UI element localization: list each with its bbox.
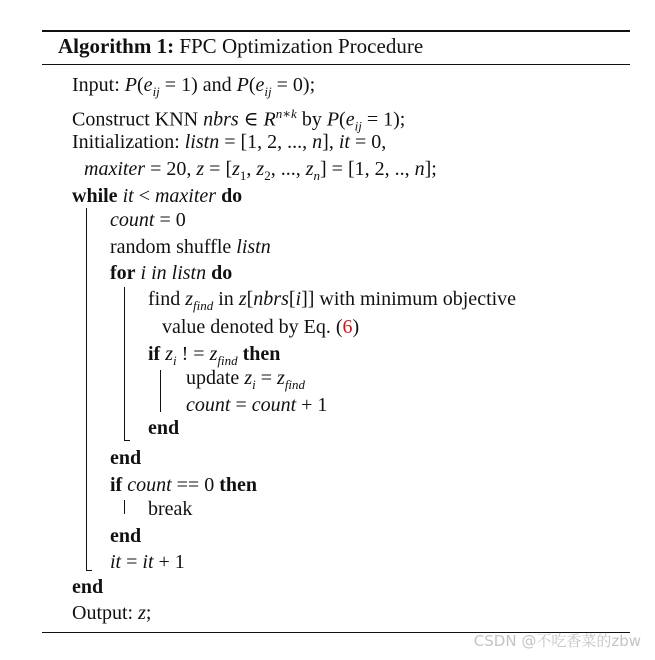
equation-ref-link[interactable]: 6: [342, 316, 353, 338]
end-while-line: end: [72, 576, 104, 598]
for-line: for i in listn do: [110, 262, 233, 284]
it-inc-line: it = it + 1: [110, 551, 185, 573]
init-line-2: maxiter = 20, $z = [z_1$, $z_2$, ..., $z_n] = [1$, 2, .., n];: [84, 158, 437, 183]
if-break-line: if count == 0 then: [110, 474, 258, 496]
end-if-line: end: [148, 417, 180, 439]
top-rule: [42, 30, 630, 32]
count-init-line: count = 0: [110, 209, 186, 231]
algorithm-title: [58, 34, 423, 59]
construct-line: Construct KNN nbrs ∈ $R^{n∗k}$ by $P(e_{ij} = 1)$;: [72, 106, 406, 134]
end-for-line: end: [110, 447, 142, 469]
output-line: Output: z;: [72, 602, 152, 624]
init-line-1: Initialization: listn = [1, 2, ..., n], it = 0,: [72, 131, 387, 153]
find-line-1: find $z_{find}$ in z[nbrs[i]] with minimum objective: [148, 288, 517, 313]
if-update-line: if $z_i$ ! = $z_{find}$ then: [148, 343, 281, 368]
while-scope-tick: [86, 570, 92, 571]
input-line: Input: $P(e_{ij} = 1)$ and $P(e_{ij} = 0)$;: [72, 74, 316, 99]
end-if2-line: end: [110, 525, 142, 547]
count-inc-line: count = count + 1: [186, 394, 328, 416]
find-line-2: [162, 315, 359, 339]
find-line-2-text: value denoted by Eq. (: [162, 316, 343, 338]
for-scope-bar: [124, 287, 125, 440]
shuffle-line: random shuffle listn: [110, 236, 271, 258]
title-rule: [42, 64, 630, 65]
csdn-watermark: CSDN @不吃香菜的zbw: [473, 632, 641, 650]
break-line: break: [148, 498, 193, 520]
break-scope-bar: [124, 500, 125, 514]
for-scope-tick: [124, 440, 130, 441]
algorithm-label: Algorithm 1:: [58, 34, 175, 58]
find-line-2-close: ): [352, 316, 360, 338]
if-scope-bar: [160, 370, 161, 412]
while-scope-bar: [86, 208, 87, 570]
update-line: update $z_i = z_{find}$: [186, 367, 306, 392]
algorithm-name: FPC Optimization Procedure: [179, 34, 424, 58]
while-line: while it < maxiter do: [72, 185, 243, 207]
